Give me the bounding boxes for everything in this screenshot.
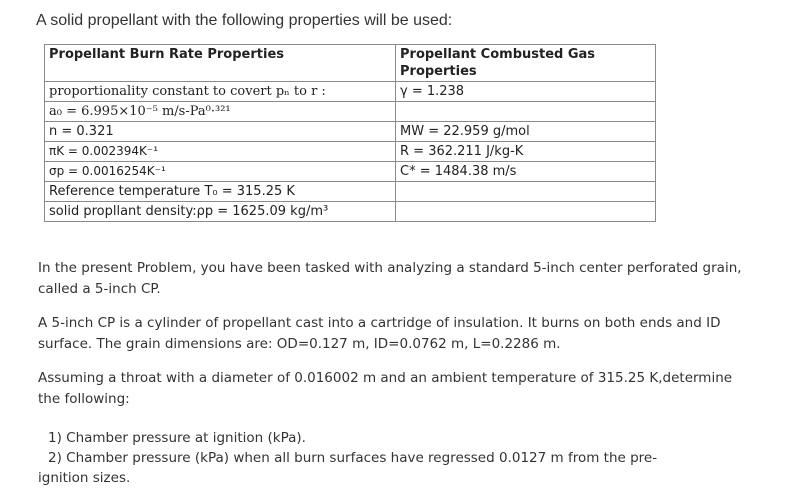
cell-proportionality: proportionality constant to covert pₙ to r : — [45, 82, 396, 102]
table-row — [45, 102, 656, 122]
intro-text: A solid propellant with the following properties will be used: — [36, 12, 453, 29]
question-1: 1) Chamber pressure at ignition (kPa). — [48, 430, 306, 446]
table-row — [45, 182, 656, 202]
question-2-continuation: ignition sizes. — [38, 470, 131, 486]
cell-cstar: C* = 1484.38 m/s — [396, 162, 656, 182]
cell-r: R = 362.211 J/kg-K — [396, 142, 656, 162]
cell-density: solid propllant density:ρp = 1625.09 kg/m³ — [45, 202, 396, 222]
cell-empty — [396, 202, 656, 222]
header-burn-rate: Propellant Burn Rate Properties — [45, 45, 396, 82]
table-row — [45, 162, 656, 182]
table-row — [45, 202, 656, 222]
cell-reference-temperature: Reference temperature T₀ = 315.25 K — [45, 182, 396, 202]
question-2: 2) Chamber pressure (kPa) when all burn surfaces have regressed 0.0127 m from the pre- — [48, 450, 658, 466]
question-list — [38, 428, 758, 488]
table-row — [45, 142, 656, 162]
table-row — [45, 122, 656, 142]
cell-a0: a₀ = 6.995×10⁻⁵ m/s-Pa⁰·³²¹ — [45, 102, 396, 122]
cell-mw: MW = 22.959 g/mol — [396, 122, 656, 142]
cell-gamma: γ = 1.238 — [396, 82, 656, 102]
table-row — [45, 82, 656, 102]
cell-pi-k: πK = 0.002394K⁻¹ — [45, 142, 396, 162]
properties-table — [44, 44, 656, 222]
table-header-row — [45, 45, 656, 82]
header-combusted-gas: Propellant Combusted Gas Properties — [396, 45, 656, 82]
problem-paragraph-2: A 5-inch CP is a cylinder of propellant cast into a cartridge of insulation. It burns on both ends and ID surface. The grain dimensions are: OD=0.127 m, ID=0.0762 m, L=0.2286 m. — [38, 315, 721, 352]
cell-sigma-p: σp = 0.0016254K⁻¹ — [45, 162, 396, 182]
cell-n: n = 0.321 — [45, 122, 396, 142]
problem-paragraph-3: Assuming a throat with a diameter of 0.016002 m and an ambient temperature of 315.25 K,determine the following: — [38, 370, 733, 407]
cell-empty — [396, 182, 656, 202]
cell-empty — [396, 102, 656, 122]
problem-paragraph-1: In the present Problem, you have been tasked with analyzing a standard 5-inch center perforated grain, called a 5-inch CP. — [38, 260, 742, 297]
